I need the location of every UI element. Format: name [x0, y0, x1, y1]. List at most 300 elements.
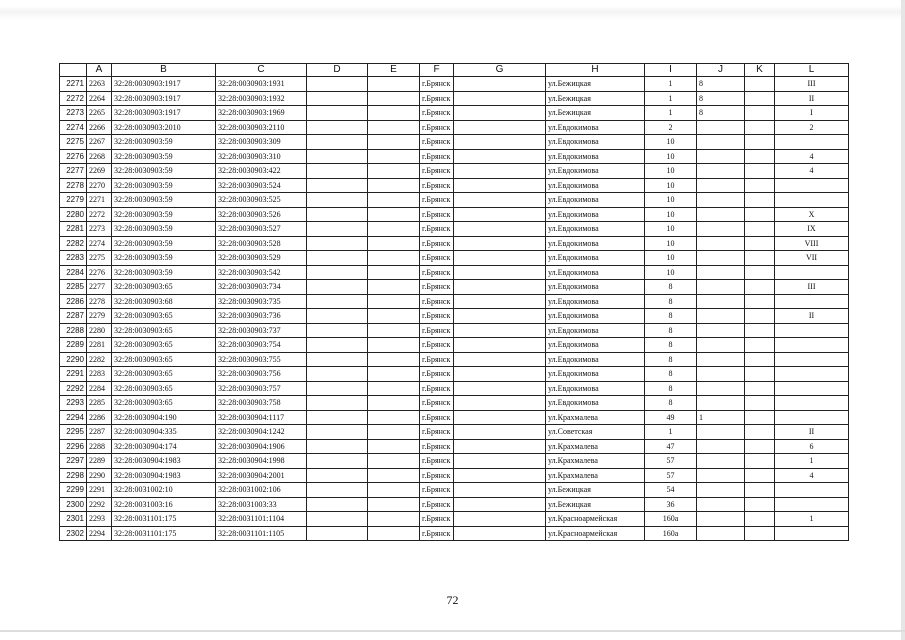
- cell-c[interactable]: 32:28:0030903:524: [216, 178, 307, 193]
- cell-e[interactable]: [368, 396, 420, 411]
- cell-j[interactable]: [697, 439, 745, 454]
- cell-c[interactable]: 32:28:0030903:309: [216, 135, 307, 150]
- cell-l[interactable]: VII: [775, 251, 849, 266]
- cell-c[interactable]: 32:28:0030903:756: [216, 367, 307, 382]
- cell-e[interactable]: [368, 265, 420, 280]
- cell-k[interactable]: [745, 454, 775, 469]
- cell-d[interactable]: [307, 294, 368, 309]
- cell-l[interactable]: [775, 338, 849, 353]
- cell-i[interactable]: 8: [645, 338, 697, 353]
- row-number[interactable]: 2292: [60, 381, 87, 396]
- cell-h[interactable]: ул.Красноармейская: [546, 512, 645, 527]
- cell-c[interactable]: 32:28:0030903:737: [216, 323, 307, 338]
- cell-j[interactable]: [697, 135, 745, 150]
- cell-b[interactable]: 32:28:0030903:65: [112, 338, 216, 353]
- cell-h[interactable]: ул.Евдокимова: [546, 193, 645, 208]
- cell-d[interactable]: [307, 454, 368, 469]
- cell-c[interactable]: 32:28:0030903:528: [216, 236, 307, 251]
- cell-k[interactable]: [745, 367, 775, 382]
- cell-g[interactable]: [454, 338, 546, 353]
- cell-i[interactable]: 8: [645, 352, 697, 367]
- cell-g[interactable]: [454, 468, 546, 483]
- cell-h[interactable]: ул.Бежицкая: [546, 483, 645, 498]
- cell-l[interactable]: VIII: [775, 236, 849, 251]
- cell-h[interactable]: ул.Евдокимова: [546, 396, 645, 411]
- cell-a[interactable]: 2292: [87, 497, 112, 512]
- cell-e[interactable]: [368, 106, 420, 121]
- cell-j[interactable]: [697, 454, 745, 469]
- cell-b[interactable]: 32:28:0030903:59: [112, 178, 216, 193]
- cell-i[interactable]: 8: [645, 381, 697, 396]
- cell-d[interactable]: [307, 91, 368, 106]
- cell-i[interactable]: 160а: [645, 526, 697, 541]
- cell-h[interactable]: ул.Крахмалева: [546, 439, 645, 454]
- cell-f[interactable]: г.Брянск: [420, 381, 454, 396]
- cell-b[interactable]: 32:28:0030903:59: [112, 164, 216, 179]
- cell-g[interactable]: [454, 497, 546, 512]
- cell-l[interactable]: [775, 294, 849, 309]
- cell-d[interactable]: [307, 193, 368, 208]
- column-header[interactable]: C: [216, 64, 307, 77]
- cell-l[interactable]: II: [775, 91, 849, 106]
- cell-b[interactable]: 32:28:0030903:65: [112, 309, 216, 324]
- cell-a[interactable]: 2285: [87, 396, 112, 411]
- cell-i[interactable]: 10: [645, 265, 697, 280]
- cell-g[interactable]: [454, 164, 546, 179]
- row-number[interactable]: 2277: [60, 164, 87, 179]
- cell-b[interactable]: 32:28:0031003:16: [112, 497, 216, 512]
- cell-k[interactable]: [745, 77, 775, 92]
- cell-c[interactable]: 32:28:0030903:758: [216, 396, 307, 411]
- cell-j[interactable]: [697, 120, 745, 135]
- cell-a[interactable]: 2279: [87, 309, 112, 324]
- row-number[interactable]: 2294: [60, 410, 87, 425]
- cell-g[interactable]: [454, 294, 546, 309]
- cell-b[interactable]: 32:28:0030903:59: [112, 222, 216, 237]
- cell-b[interactable]: 32:28:0030903:65: [112, 280, 216, 295]
- cell-d[interactable]: [307, 149, 368, 164]
- cell-e[interactable]: [368, 236, 420, 251]
- cell-j[interactable]: [697, 512, 745, 527]
- cell-c[interactable]: 32:28:0030903:422: [216, 164, 307, 179]
- cell-f[interactable]: г.Брянск: [420, 497, 454, 512]
- row-number[interactable]: 2271: [60, 77, 87, 92]
- cell-k[interactable]: [745, 468, 775, 483]
- cell-g[interactable]: [454, 236, 546, 251]
- cell-l[interactable]: 2: [775, 120, 849, 135]
- cell-j[interactable]: 8: [697, 106, 745, 121]
- cell-c[interactable]: 32:28:0030903:735: [216, 294, 307, 309]
- cell-g[interactable]: [454, 396, 546, 411]
- cell-a[interactable]: 2286: [87, 410, 112, 425]
- cell-a[interactable]: 2274: [87, 236, 112, 251]
- cell-j[interactable]: [697, 207, 745, 222]
- cell-d[interactable]: [307, 526, 368, 541]
- cell-g[interactable]: [454, 149, 546, 164]
- cell-b[interactable]: 32:28:0030903:65: [112, 396, 216, 411]
- cell-d[interactable]: [307, 106, 368, 121]
- row-number[interactable]: 2274: [60, 120, 87, 135]
- cell-e[interactable]: [368, 526, 420, 541]
- cell-j[interactable]: [697, 236, 745, 251]
- cell-l[interactable]: [775, 483, 849, 498]
- cell-a[interactable]: 2266: [87, 120, 112, 135]
- cell-f[interactable]: г.Брянск: [420, 222, 454, 237]
- cell-k[interactable]: [745, 193, 775, 208]
- cell-f[interactable]: г.Брянск: [420, 439, 454, 454]
- cell-b[interactable]: 32:28:0030903:59: [112, 251, 216, 266]
- cell-b[interactable]: 32:28:0030903:65: [112, 352, 216, 367]
- cell-g[interactable]: [454, 410, 546, 425]
- cell-k[interactable]: [745, 236, 775, 251]
- cell-j[interactable]: [697, 396, 745, 411]
- cell-k[interactable]: [745, 207, 775, 222]
- cell-g[interactable]: [454, 526, 546, 541]
- cell-g[interactable]: [454, 483, 546, 498]
- cell-l[interactable]: [775, 352, 849, 367]
- column-header[interactable]: E: [368, 64, 420, 77]
- cell-f[interactable]: г.Брянск: [420, 294, 454, 309]
- cell-g[interactable]: [454, 439, 546, 454]
- cell-h[interactable]: ул.Евдокимова: [546, 338, 645, 353]
- cell-a[interactable]: 2284: [87, 381, 112, 396]
- cell-i[interactable]: 47: [645, 439, 697, 454]
- cell-k[interactable]: [745, 526, 775, 541]
- cell-e[interactable]: [368, 483, 420, 498]
- cell-c[interactable]: 32:28:0030903:734: [216, 280, 307, 295]
- cell-f[interactable]: г.Брянск: [420, 367, 454, 382]
- cell-l[interactable]: 4: [775, 149, 849, 164]
- cell-l[interactable]: 1: [775, 512, 849, 527]
- cell-j[interactable]: [697, 352, 745, 367]
- cell-j[interactable]: 1: [697, 410, 745, 425]
- cell-l[interactable]: II: [775, 425, 849, 440]
- cell-d[interactable]: [307, 367, 368, 382]
- column-header[interactable]: K: [745, 64, 775, 77]
- cell-d[interactable]: [307, 207, 368, 222]
- cell-a[interactable]: 2294: [87, 526, 112, 541]
- cell-c[interactable]: 32:28:0030903:527: [216, 222, 307, 237]
- cell-c[interactable]: 32:28:0031002:106: [216, 483, 307, 498]
- cell-k[interactable]: [745, 222, 775, 237]
- cell-e[interactable]: [368, 251, 420, 266]
- cell-d[interactable]: [307, 468, 368, 483]
- cell-h[interactable]: ул.Евдокимова: [546, 367, 645, 382]
- cell-d[interactable]: [307, 178, 368, 193]
- row-number[interactable]: 2276: [60, 149, 87, 164]
- cell-e[interactable]: [368, 222, 420, 237]
- row-number[interactable]: 2275: [60, 135, 87, 150]
- cell-j[interactable]: 8: [697, 77, 745, 92]
- cell-c[interactable]: 32:28:0030903:310: [216, 149, 307, 164]
- cell-h[interactable]: ул.Евдокимова: [546, 251, 645, 266]
- cell-d[interactable]: [307, 309, 368, 324]
- cell-h[interactable]: ул.Бежицкая: [546, 91, 645, 106]
- cell-e[interactable]: [368, 164, 420, 179]
- row-number[interactable]: 2290: [60, 352, 87, 367]
- cell-d[interactable]: [307, 135, 368, 150]
- cell-l[interactable]: [775, 396, 849, 411]
- cell-b[interactable]: 32:28:0030903:68: [112, 294, 216, 309]
- cell-h[interactable]: ул.Крахмалева: [546, 468, 645, 483]
- row-number[interactable]: 2278: [60, 178, 87, 193]
- cell-g[interactable]: [454, 178, 546, 193]
- cell-f[interactable]: г.Брянск: [420, 425, 454, 440]
- cell-h[interactable]: ул.Евдокимова: [546, 149, 645, 164]
- cell-h[interactable]: ул.Евдокимова: [546, 280, 645, 295]
- cell-k[interactable]: [745, 280, 775, 295]
- cell-i[interactable]: 8: [645, 294, 697, 309]
- cell-i[interactable]: 10: [645, 222, 697, 237]
- cell-j[interactable]: [697, 309, 745, 324]
- cell-c[interactable]: 32:28:0030903:757: [216, 381, 307, 396]
- cell-i[interactable]: 1: [645, 91, 697, 106]
- row-number[interactable]: 2285: [60, 280, 87, 295]
- cell-f[interactable]: г.Брянск: [420, 483, 454, 498]
- cell-k[interactable]: [745, 309, 775, 324]
- cell-d[interactable]: [307, 396, 368, 411]
- cell-j[interactable]: [697, 222, 745, 237]
- cell-k[interactable]: [745, 338, 775, 353]
- cell-b[interactable]: 32:28:0030904:1983: [112, 468, 216, 483]
- cell-l[interactable]: IX: [775, 222, 849, 237]
- cell-i[interactable]: 10: [645, 251, 697, 266]
- row-number[interactable]: 2302: [60, 526, 87, 541]
- cell-i[interactable]: 10: [645, 193, 697, 208]
- cell-j[interactable]: [697, 367, 745, 382]
- cell-f[interactable]: г.Брянск: [420, 526, 454, 541]
- column-header[interactable]: A: [87, 64, 112, 77]
- cell-e[interactable]: [368, 207, 420, 222]
- cell-g[interactable]: [454, 120, 546, 135]
- cell-c[interactable]: 32:28:0030904:1242: [216, 425, 307, 440]
- cell-j[interactable]: [697, 526, 745, 541]
- row-number[interactable]: 2288: [60, 323, 87, 338]
- cell-g[interactable]: [454, 222, 546, 237]
- cell-h[interactable]: ул.Евдокимова: [546, 309, 645, 324]
- cell-d[interactable]: [307, 77, 368, 92]
- cell-h[interactable]: ул.Крахмалева: [546, 454, 645, 469]
- cell-f[interactable]: г.Брянск: [420, 309, 454, 324]
- cell-h[interactable]: ул.Крахмалева: [546, 410, 645, 425]
- column-header[interactable]: J: [697, 64, 745, 77]
- row-number[interactable]: 2282: [60, 236, 87, 251]
- cell-c[interactable]: 32:28:0030903:525: [216, 193, 307, 208]
- cell-h[interactable]: ул.Евдокимова: [546, 222, 645, 237]
- cell-f[interactable]: г.Брянск: [420, 135, 454, 150]
- cell-e[interactable]: [368, 352, 420, 367]
- row-number[interactable]: 2289: [60, 338, 87, 353]
- cell-d[interactable]: [307, 512, 368, 527]
- cell-l[interactable]: [775, 323, 849, 338]
- cell-e[interactable]: [368, 323, 420, 338]
- cell-l[interactable]: I: [775, 106, 849, 121]
- cell-e[interactable]: [368, 135, 420, 150]
- cell-d[interactable]: [307, 483, 368, 498]
- cell-l[interactable]: 4: [775, 468, 849, 483]
- cell-b[interactable]: 32:28:0030903:1917: [112, 91, 216, 106]
- cell-a[interactable]: 2273: [87, 222, 112, 237]
- cell-g[interactable]: [454, 454, 546, 469]
- cell-b[interactable]: 32:28:0030903:59: [112, 236, 216, 251]
- cell-e[interactable]: [368, 367, 420, 382]
- cell-g[interactable]: [454, 309, 546, 324]
- cell-k[interactable]: [745, 164, 775, 179]
- row-number[interactable]: 2286: [60, 294, 87, 309]
- cell-k[interactable]: [745, 251, 775, 266]
- cell-f[interactable]: г.Брянск: [420, 178, 454, 193]
- cell-a[interactable]: 2264: [87, 91, 112, 106]
- cell-l[interactable]: II: [775, 309, 849, 324]
- cell-g[interactable]: [454, 425, 546, 440]
- cell-b[interactable]: 32:28:0031002:10: [112, 483, 216, 498]
- cell-d[interactable]: [307, 265, 368, 280]
- row-number[interactable]: 2295: [60, 425, 87, 440]
- cell-h[interactable]: ул.Евдокимова: [546, 294, 645, 309]
- cell-f[interactable]: г.Брянск: [420, 468, 454, 483]
- cell-e[interactable]: [368, 512, 420, 527]
- cell-k[interactable]: [745, 381, 775, 396]
- cell-a[interactable]: 2268: [87, 149, 112, 164]
- cell-d[interactable]: [307, 425, 368, 440]
- row-number[interactable]: 2280: [60, 207, 87, 222]
- cell-d[interactable]: [307, 222, 368, 237]
- cell-c[interactable]: 32:28:0031101:1105: [216, 526, 307, 541]
- cell-j[interactable]: [697, 323, 745, 338]
- row-number[interactable]: 2300: [60, 497, 87, 512]
- row-number[interactable]: 2284: [60, 265, 87, 280]
- cell-f[interactable]: г.Брянск: [420, 338, 454, 353]
- cell-a[interactable]: 2288: [87, 439, 112, 454]
- cell-i[interactable]: 36: [645, 497, 697, 512]
- cell-k[interactable]: [745, 120, 775, 135]
- cell-g[interactable]: [454, 265, 546, 280]
- cell-e[interactable]: [368, 309, 420, 324]
- cell-f[interactable]: г.Брянск: [420, 91, 454, 106]
- column-header[interactable]: D: [307, 64, 368, 77]
- cell-h[interactable]: ул.Советская: [546, 425, 645, 440]
- cell-g[interactable]: [454, 77, 546, 92]
- cell-i[interactable]: 8: [645, 367, 697, 382]
- cell-k[interactable]: [745, 497, 775, 512]
- cell-k[interactable]: [745, 396, 775, 411]
- cell-d[interactable]: [307, 410, 368, 425]
- cell-a[interactable]: 2281: [87, 338, 112, 353]
- cell-a[interactable]: 2290: [87, 468, 112, 483]
- cell-b[interactable]: 32:28:0030903:2010: [112, 120, 216, 135]
- cell-j[interactable]: [697, 425, 745, 440]
- cell-a[interactable]: 2277: [87, 280, 112, 295]
- cell-j[interactable]: [697, 468, 745, 483]
- cell-e[interactable]: [368, 193, 420, 208]
- cell-k[interactable]: [745, 135, 775, 150]
- cell-e[interactable]: [368, 425, 420, 440]
- cell-e[interactable]: [368, 77, 420, 92]
- cell-k[interactable]: [745, 323, 775, 338]
- cell-a[interactable]: 2275: [87, 251, 112, 266]
- cell-i[interactable]: 10: [645, 207, 697, 222]
- cell-a[interactable]: 2272: [87, 207, 112, 222]
- row-number[interactable]: 2279: [60, 193, 87, 208]
- row-number[interactable]: 2291: [60, 367, 87, 382]
- cell-k[interactable]: [745, 352, 775, 367]
- cell-a[interactable]: 2269: [87, 164, 112, 179]
- cell-i[interactable]: 1: [645, 106, 697, 121]
- cell-j[interactable]: [697, 265, 745, 280]
- cell-g[interactable]: [454, 512, 546, 527]
- cell-h[interactable]: ул.Евдокимова: [546, 236, 645, 251]
- cell-c[interactable]: 32:28:0030903:736: [216, 309, 307, 324]
- cell-a[interactable]: 2265: [87, 106, 112, 121]
- cell-g[interactable]: [454, 367, 546, 382]
- cell-g[interactable]: [454, 135, 546, 150]
- cell-e[interactable]: [368, 338, 420, 353]
- cell-c[interactable]: 32:28:0031003:33: [216, 497, 307, 512]
- cell-i[interactable]: 49: [645, 410, 697, 425]
- cell-j[interactable]: [697, 497, 745, 512]
- column-header[interactable]: H: [546, 64, 645, 77]
- cell-b[interactable]: 32:28:0031101:175: [112, 526, 216, 541]
- cell-e[interactable]: [368, 294, 420, 309]
- cell-e[interactable]: [368, 468, 420, 483]
- cell-a[interactable]: 2293: [87, 512, 112, 527]
- cell-f[interactable]: г.Брянск: [420, 323, 454, 338]
- cell-i[interactable]: 54: [645, 483, 697, 498]
- row-number[interactable]: 2297: [60, 454, 87, 469]
- column-header[interactable]: L: [775, 64, 849, 77]
- cell-d[interactable]: [307, 439, 368, 454]
- cell-a[interactable]: 2280: [87, 323, 112, 338]
- cell-l[interactable]: 1: [775, 454, 849, 469]
- cell-e[interactable]: [368, 454, 420, 469]
- cell-c[interactable]: 32:28:0030903:1932: [216, 91, 307, 106]
- cell-a[interactable]: 2271: [87, 193, 112, 208]
- cell-e[interactable]: [368, 178, 420, 193]
- cell-b[interactable]: 32:28:0030904:190: [112, 410, 216, 425]
- cell-k[interactable]: [745, 439, 775, 454]
- cell-h[interactable]: ул.Бежицкая: [546, 77, 645, 92]
- cell-c[interactable]: 32:28:0030904:1906: [216, 439, 307, 454]
- cell-g[interactable]: [454, 352, 546, 367]
- cell-l[interactable]: [775, 265, 849, 280]
- cell-k[interactable]: [745, 294, 775, 309]
- cell-d[interactable]: [307, 497, 368, 512]
- column-header[interactable]: F: [420, 64, 454, 77]
- cell-l[interactable]: III: [775, 280, 849, 295]
- row-number[interactable]: 2272: [60, 91, 87, 106]
- cell-h[interactable]: ул.Евдокимова: [546, 120, 645, 135]
- cell-f[interactable]: г.Брянск: [420, 410, 454, 425]
- cell-k[interactable]: [745, 265, 775, 280]
- cell-l[interactable]: [775, 178, 849, 193]
- cell-j[interactable]: [697, 381, 745, 396]
- cell-k[interactable]: [745, 178, 775, 193]
- cell-b[interactable]: 32:28:0031101:175: [112, 512, 216, 527]
- cell-b[interactable]: 32:28:0030903:65: [112, 381, 216, 396]
- cell-a[interactable]: 2291: [87, 483, 112, 498]
- cell-j[interactable]: [697, 164, 745, 179]
- cell-l[interactable]: 6: [775, 439, 849, 454]
- cell-l[interactable]: [775, 410, 849, 425]
- column-header[interactable]: B: [112, 64, 216, 77]
- cell-c[interactable]: 32:28:0030903:542: [216, 265, 307, 280]
- cell-d[interactable]: [307, 352, 368, 367]
- cell-e[interactable]: [368, 439, 420, 454]
- cell-d[interactable]: [307, 120, 368, 135]
- cell-l[interactable]: [775, 367, 849, 382]
- cell-i[interactable]: 160а: [645, 512, 697, 527]
- cell-b[interactable]: 32:28:0030903:1917: [112, 77, 216, 92]
